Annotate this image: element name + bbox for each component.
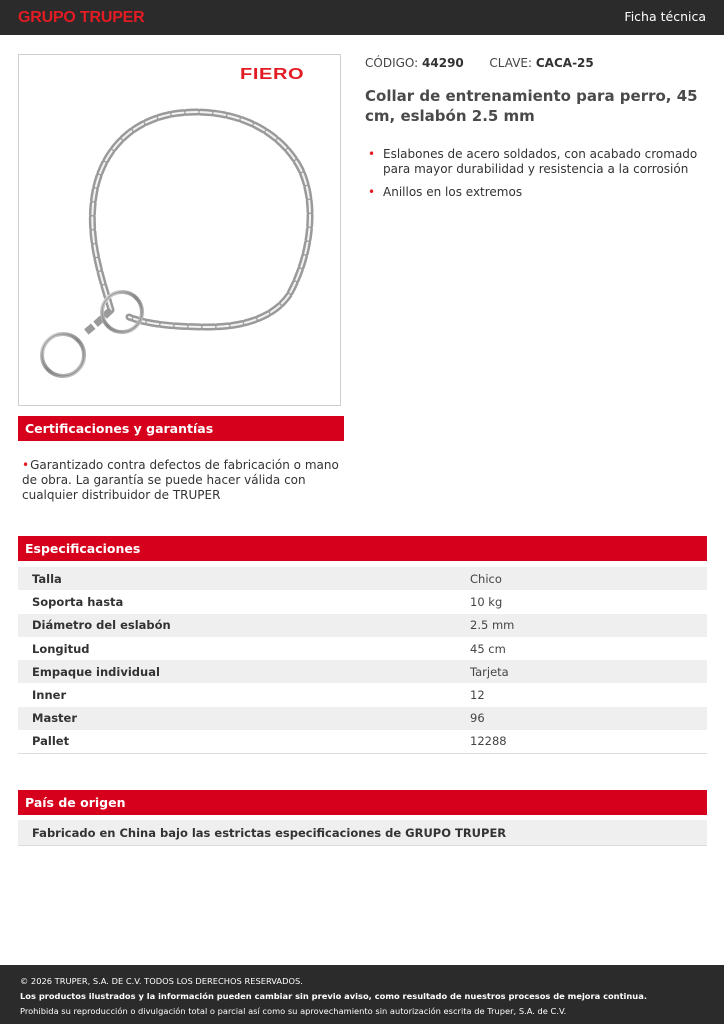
- origin-header: País de origen: [18, 790, 707, 815]
- table-row: Pallet 12288: [18, 730, 707, 753]
- code-value: 44290: [422, 56, 464, 70]
- feature-item: • Eslabones de acero soldados, con acabado cromado para mayor durabilidad y resistencia a la corrosión: [368, 147, 698, 176]
- copyright-text: © 2026 TRUPER, S.A. DE C.V. TODOS LOS DERECHOS RESERVADOS.: [20, 976, 303, 986]
- table-row: Inner 12: [32, 688, 485, 703]
- bullet-icon: •: [22, 458, 30, 472]
- table-row: Longitud 45 cm: [32, 641, 506, 656]
- brand-logo: GRUPO TRUPER: [18, 9, 145, 26]
- footer: [0, 965, 724, 1024]
- table-row: Master 96: [18, 707, 707, 730]
- product-image: [18, 54, 341, 406]
- table-row: Empaque individual Tarjeta: [18, 660, 707, 683]
- feature-list: [365, 147, 705, 208]
- origin-text: Fabricado en China bajo las estrictas especificaciones de GRUPO TRUPER: [18, 820, 707, 846]
- bullet-icon: •: [368, 185, 376, 199]
- product-title: Collar de entrenamiento para perro, 45 cm, eslabón 2.5 mm: [365, 87, 698, 125]
- table-row: Soporta hasta 10 kg: [32, 594, 503, 609]
- fiero-logo: FIERO: [240, 66, 305, 83]
- specs-table: [18, 567, 707, 754]
- reproduction-notice: Prohibida su reproducción o divulgación total o parcial así como su aprovechamiento sin autorización escrita de Truper, S.A. de C.V.: [20, 1006, 567, 1016]
- key-value: CACA-25: [535, 56, 594, 70]
- table-row: Talla Chico: [18, 567, 707, 590]
- code-label: CÓDIGO:: [365, 56, 419, 70]
- bullet-icon: •: [368, 147, 376, 161]
- warranty-text: •Garantizado contra defectos de fabricación o mano de obra. La garantía se puede hacer válida con cualquier distribuidor de TRUPER: [22, 458, 339, 502]
- specs-header: Especificaciones: [18, 536, 707, 561]
- product-codes: [365, 56, 594, 70]
- chain-collar-illustration: [19, 55, 341, 406]
- top-bar: [0, 0, 724, 35]
- feature-item: • Anillos en los extremos: [368, 185, 523, 199]
- document-type: Ficha técnica: [624, 9, 706, 24]
- table-row: Diámetro del eslabón 2.5 mm: [18, 614, 707, 637]
- certifications-header: Certificaciones y garantías: [18, 416, 344, 441]
- key-label: CLAVE:: [489, 56, 533, 70]
- disclaimer-text: Los productos ilustrados y la información pueden cambiar sin previo aviso, como resultado de nuestros procesos de mejora continua.: [20, 991, 647, 1001]
